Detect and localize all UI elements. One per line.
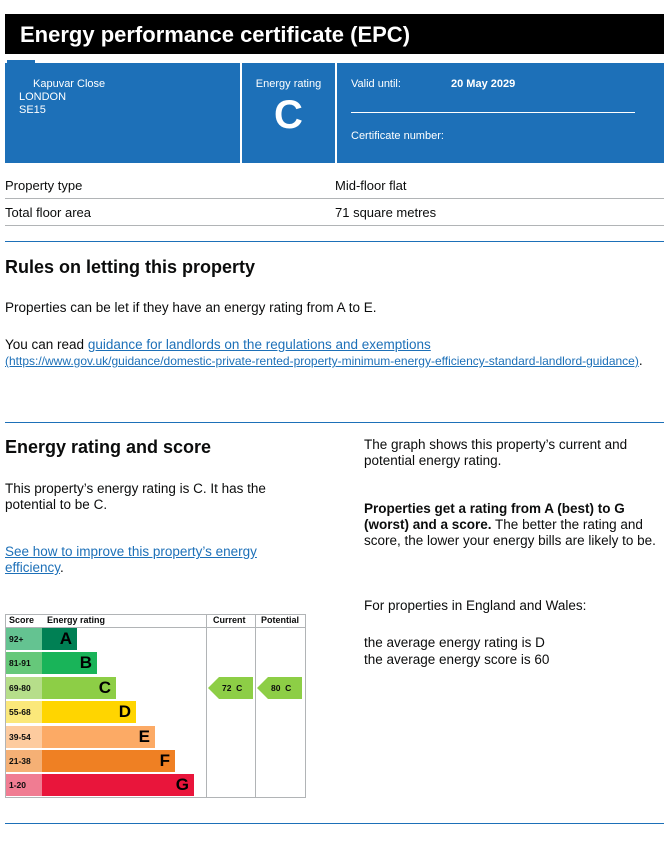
- band-score-range: [6, 701, 42, 723]
- chart-header-score: Score: [9, 615, 35, 625]
- rating-heading: Energy rating and score: [5, 437, 212, 457]
- chart-column-divider: [255, 615, 256, 797]
- rating-explanation-rest: The better the rating and score, the lower your energy bills are likely to be.: [364, 517, 656, 548]
- band-score-range: [6, 652, 42, 674]
- rating-band-bar: [42, 628, 77, 650]
- floor-area-row: [5, 199, 664, 226]
- rating-band-letter: B: [79, 653, 92, 672]
- floor-area-label: Total floor area: [5, 205, 91, 220]
- average-rating-text: the average energy rating is D: [364, 635, 545, 650]
- band-score-range: [6, 726, 42, 748]
- band-score-range-label: 55-68: [9, 707, 31, 717]
- letting-heading: Rules on letting this property: [5, 257, 256, 277]
- property-address: [19, 78, 105, 117]
- band-score-range-label: 69-80: [9, 683, 31, 693]
- address-line-3: SE15: [19, 104, 46, 116]
- energy-rating-label: Energy rating: [255, 78, 322, 90]
- band-score-range-label: 1-20: [9, 780, 27, 790]
- rating-band-bar: [42, 677, 116, 699]
- band-score-range: [6, 677, 42, 699]
- band-score-range: [6, 628, 42, 650]
- rating-explanation-bold: Properties get a rating from A (best) to G (worst) and a score.: [364, 501, 625, 532]
- rating-band-letter: F: [159, 751, 170, 770]
- band-score-range-label: 39-54: [9, 732, 31, 742]
- chart-header-current: Current: [213, 615, 246, 625]
- rating-band-letter: G: [175, 775, 189, 794]
- property-type-row: [5, 172, 664, 199]
- letting-para: Properties can be let if they have an energy rating from A to E.: [5, 300, 377, 315]
- rating-band-letter: E: [138, 727, 150, 746]
- chart-header-energy-rating: Energy rating: [47, 615, 106, 625]
- current-rating-arrow-label: 72 C: [222, 683, 243, 693]
- address-line-1: Kapuvar Close: [33, 78, 106, 90]
- valid-until-label: Valid until:: [351, 78, 401, 90]
- band-score-range-label: 92+: [9, 634, 24, 644]
- valid-until-value: 20 May 2029: [451, 78, 516, 90]
- band-divider: [335, 63, 337, 163]
- floor-area-value: 71 square metres: [335, 205, 437, 220]
- potential-rating-arrow-label: 80 C: [271, 683, 292, 693]
- property-type-value: Mid-floor flat: [335, 178, 407, 193]
- rating-para: This property’s energy rating is C. It has the potential to be C.: [5, 481, 266, 512]
- rating-band-bar: [42, 652, 97, 674]
- energy-rating-chart: [5, 614, 306, 798]
- chart-column-divider: [206, 615, 207, 797]
- page-title: Energy performance certificate (EPC): [20, 22, 411, 47]
- band-score-range: [6, 774, 42, 796]
- potential-rating-arrow: [257, 677, 302, 699]
- improve-para: [5, 544, 305, 576]
- band-score-range-label: 81-91: [9, 658, 31, 668]
- energy-rating-box: [242, 63, 335, 163]
- current-rating-arrow: [208, 677, 253, 699]
- guidance-url-link[interactable]: (https://www.gov.uk/guidance/domestic-private-rented-property-minimum-energy-efficiency-standard-landlord-guidance): [5, 354, 639, 368]
- chart-header-potential: Potential: [261, 615, 300, 625]
- energy-rating-letter: C: [274, 93, 303, 137]
- address-line-2: LONDON: [19, 91, 67, 103]
- section-divider: [5, 422, 664, 423]
- rating-band-bar: [42, 750, 175, 772]
- summary-band: [5, 63, 664, 163]
- section-divider: [5, 823, 664, 824]
- average-score-text: the average energy score is 60: [364, 652, 550, 667]
- graph-explanation: The graph shows this property’s current and potential energy rating.: [364, 437, 628, 468]
- page-title-bar: [5, 14, 664, 54]
- property-type-label: Property type: [5, 178, 83, 193]
- improve-link[interactable]: See how to improve this property’s energy efficiency: [5, 544, 257, 575]
- guidance-link[interactable]: guidance for landlords on the regulations and exemptions: [87, 337, 431, 352]
- band-score-range: [6, 750, 42, 772]
- band-score-range-label: 21-38: [9, 756, 31, 766]
- band-notch: [7, 60, 35, 67]
- rating-explanation: [364, 501, 664, 549]
- rating-band-letter: D: [118, 702, 131, 721]
- rating-band-letter: C: [98, 678, 111, 697]
- guidance-prefix: You can read: [5, 337, 88, 352]
- rating-band-bar: [42, 726, 155, 748]
- improve-suffix: .: [60, 560, 64, 575]
- rating-band-bar: [42, 701, 136, 723]
- letting-guidance-para: [5, 337, 655, 369]
- regions-text: For properties in England and Wales:: [364, 598, 587, 613]
- rating-band-letter: A: [59, 629, 72, 648]
- guidance-suffix: .: [638, 353, 643, 368]
- rating-band-bar: [42, 774, 194, 796]
- section-divider: [5, 241, 664, 242]
- band-rule: [351, 112, 635, 113]
- certificate-number-label: Certificate number:: [351, 130, 444, 142]
